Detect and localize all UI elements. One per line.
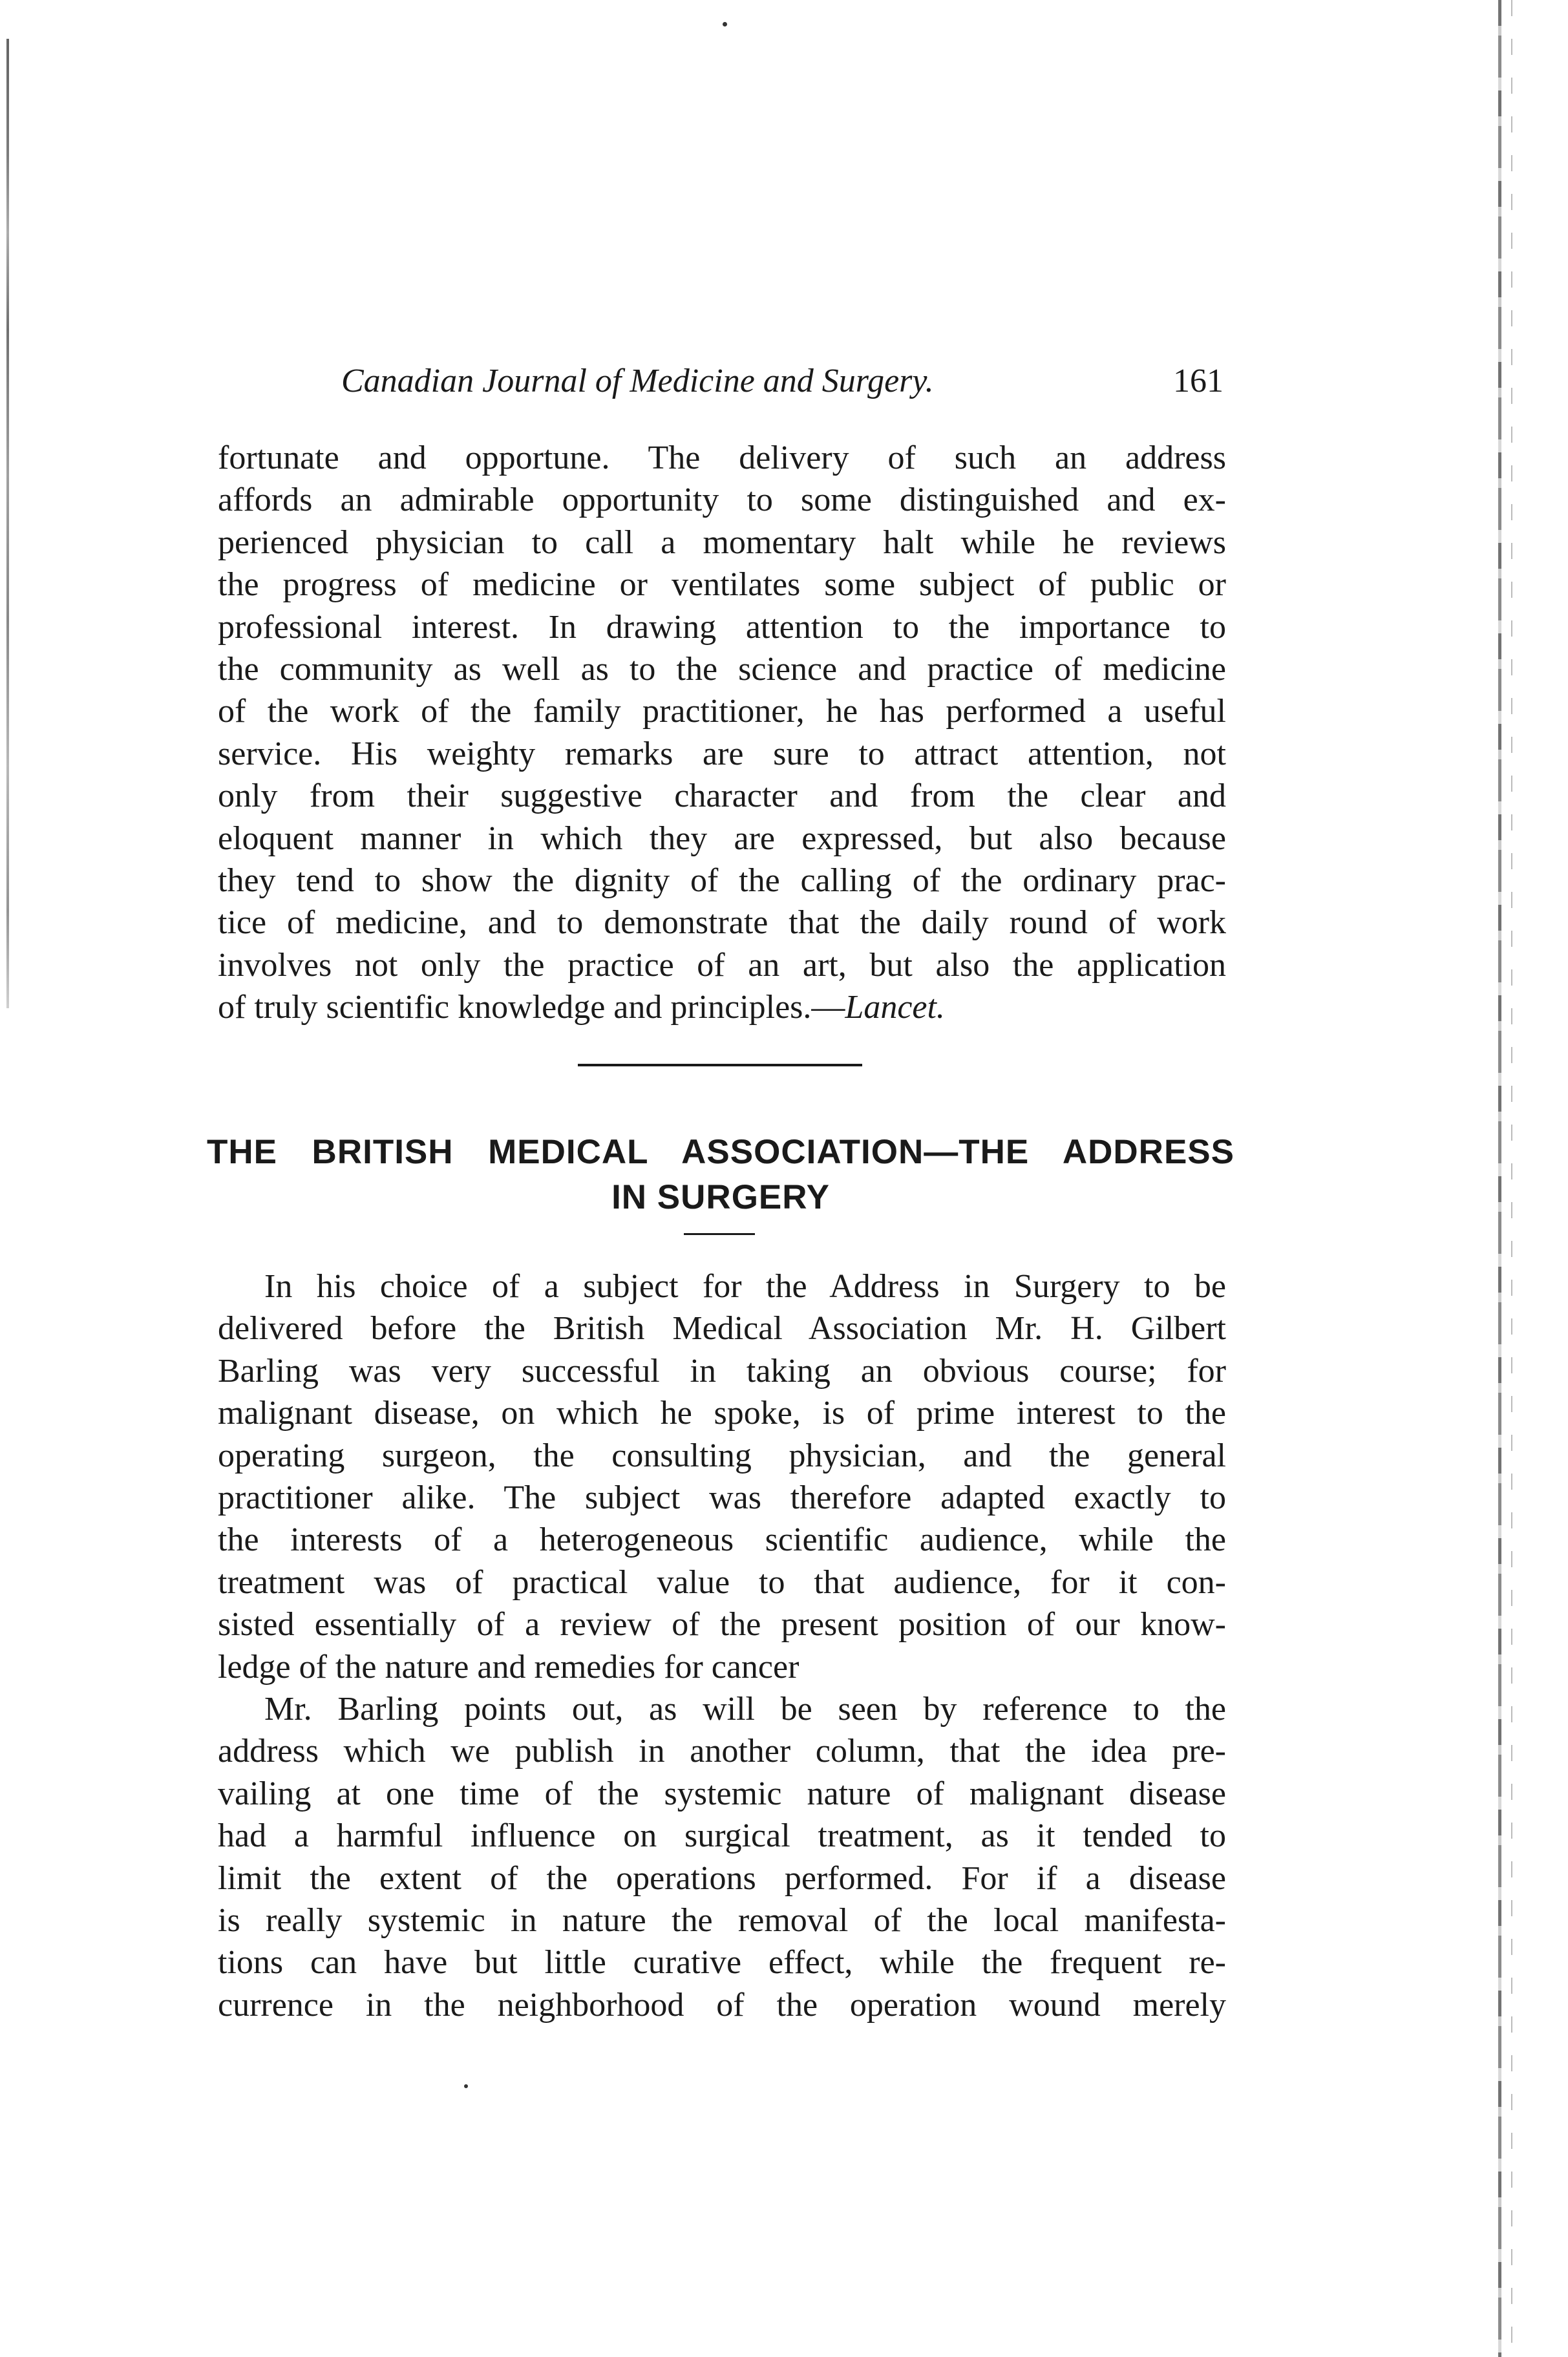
- text-line: had a harmful influence on surgical treatment, as it tended to: [218, 1817, 1226, 1855]
- text-line: the progress of medicine or ventilates some subject of public or: [218, 566, 1226, 604]
- scan-edge-right-faint: [1511, 0, 1512, 2357]
- scan-speck: [464, 2084, 468, 2088]
- scan-edge-right: [1498, 0, 1501, 2357]
- text-line: perienced physician to call a momentary halt while he reviews: [218, 523, 1226, 561]
- text-line: ledge of the nature and remedies for cancer: [218, 1648, 800, 1686]
- text-line: sisted essentially of a review of the present position of our know-: [218, 1606, 1226, 1644]
- heading-line: THE BRITISH MEDICAL ASSOCIATION—THE ADDRESS: [207, 1133, 1234, 1171]
- text-line: is really systemic in nature the removal of the local manifesta-: [218, 1902, 1226, 1940]
- text-line: tice of medicine, and to demonstrate that the daily round of work: [218, 904, 1226, 942]
- section-heading: [207, 1130, 1234, 1220]
- text-line: Barling was very successful in taking an obvious course; for: [218, 1352, 1226, 1390]
- text-line: currence in the neighborhood of the operation wound merely: [218, 1986, 1226, 2024]
- text-line: [218, 986, 1226, 1028]
- running-head: [341, 362, 1224, 414]
- text-line: tions can have but little curative effect, while the frequent re-: [218, 1944, 1226, 1982]
- text-line: they tend to show the dignity of the calling of the ordinary prac-: [218, 862, 1226, 900]
- article-continuation: [218, 437, 1226, 1029]
- paragraph: [218, 1688, 1226, 2026]
- text-line: eloquent manner in which they are expressed, but also because: [218, 819, 1226, 857]
- text-line: practitioner alike. The subject was therefore adapted exactly to: [218, 1479, 1226, 1517]
- text-line: In his choice of a subject for the Address in Surgery to be: [264, 1268, 1226, 1305]
- text-line: treatment was of practical value to that audience, for it con-: [218, 1563, 1226, 1601]
- text-line: fortunate and opportune. The delivery of such an address: [218, 439, 1226, 476]
- text-line: the interests of a heterogeneous scientific audience, while the: [218, 1521, 1226, 1559]
- attribution: Lancet.: [845, 989, 945, 1026]
- text-line: operating surgeon, the consulting physician, and the general: [218, 1437, 1226, 1474]
- scan-edge-left: [6, 39, 9, 1008]
- text-line: of the work of the family practitioner, he has performed a useful: [218, 693, 1226, 730]
- text-line: Mr. Barling points out, as will be seen by reference to the: [264, 1691, 1226, 1728]
- text-line: involves not only the practice of an art, but also the application: [218, 946, 1226, 984]
- text-line: professional interest. In drawing attention to the importance to: [218, 608, 1226, 646]
- paragraph: [218, 1265, 1226, 1688]
- heading-line: IN SURGERY: [611, 1178, 830, 1216]
- text-line: only from their suggestive character and from the clear and: [218, 777, 1226, 815]
- text-line: malignant disease, on which he spoke, is of prime interest to the: [218, 1395, 1226, 1432]
- text-line: service. His weighty remarks are sure to attract attention, not: [218, 735, 1226, 772]
- text-line: delivered before the British Medical Association Mr. H. Gilbert: [218, 1310, 1226, 1348]
- text-line-end: of truly scientific knowledge and principles.—: [218, 989, 845, 1026]
- page-number: 161: [1173, 363, 1224, 399]
- section-separator-rule: [578, 1064, 862, 1066]
- text-line: vailing at one time of the systemic nature of malignant disease: [218, 1775, 1226, 1812]
- text-line: the community as well as to the science and practice of medicine: [218, 651, 1226, 688]
- text-line: limit the extent of the operations performed. For if a disease: [218, 1859, 1226, 1897]
- scan-speck: [723, 22, 727, 26]
- heading-underline-rule: [684, 1233, 755, 1235]
- text-line: address which we publish in another column, that the idea pre-: [218, 1733, 1226, 1770]
- journal-title: Canadian Journal of Medicine and Surgery.: [341, 363, 934, 399]
- text-line: affords an admirable opportunity to some distinguished and ex-: [218, 481, 1226, 519]
